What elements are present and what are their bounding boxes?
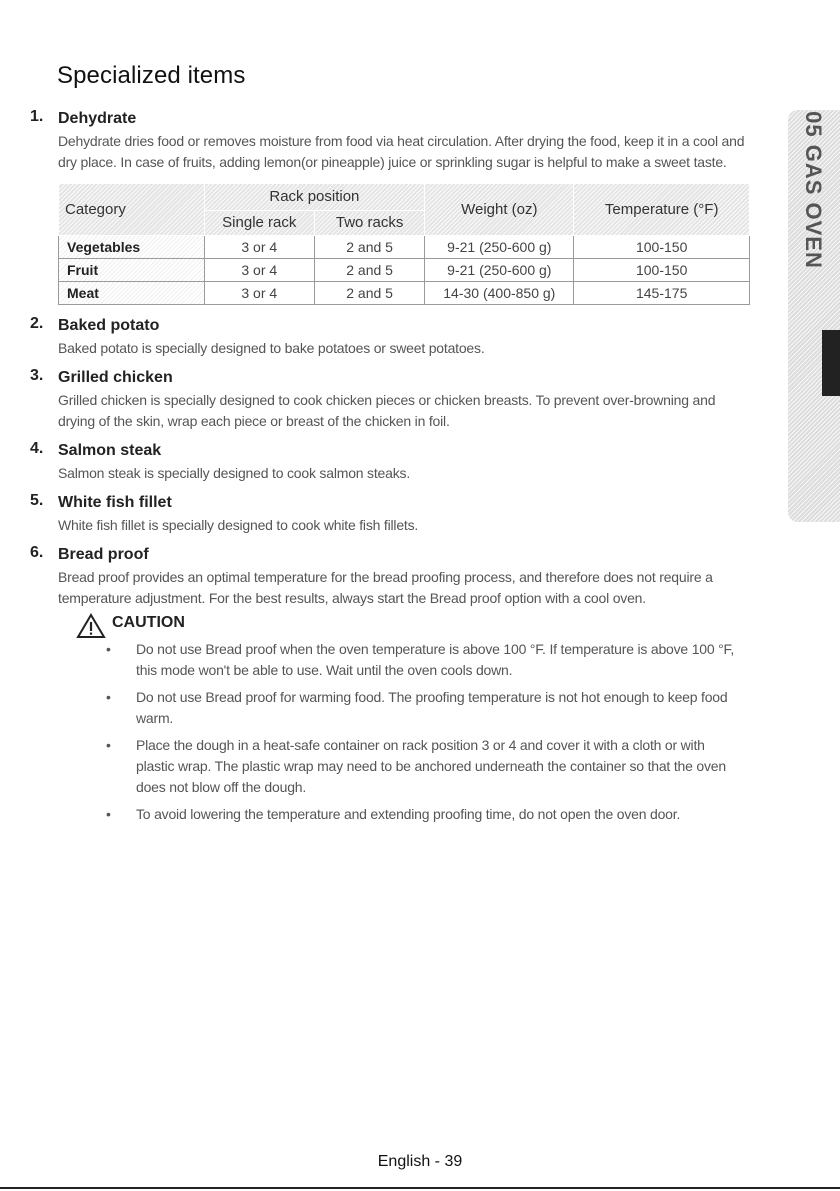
header-weight: Weight (oz) <box>425 184 574 236</box>
cell-single-rack: 3 or 4 <box>204 236 314 259</box>
section-body: Grilled chicken is specially designed to cook chicken pieces or chicken breasts. To prevent over-browning and drying of the skin, wrap each piece or breast of the chicken in foil. <box>58 392 716 429</box>
table-row <box>59 259 750 282</box>
list-item <box>106 735 736 798</box>
bullet-icon: • <box>106 737 111 753</box>
section-grilled-chicken <box>30 367 750 432</box>
header-two-racks: Two racks <box>315 211 425 236</box>
section-salmon-steak <box>30 440 750 484</box>
section-number: 4. <box>30 440 44 457</box>
cell-weight: 9-21 (250-600 g) <box>425 259 574 282</box>
section-heading: Baked potato <box>58 317 160 334</box>
cell-temperature: 145-175 <box>574 282 750 305</box>
sections <box>30 108 750 831</box>
cell-single-rack: 3 or 4 <box>204 259 314 282</box>
section-number: 6. <box>30 544 44 561</box>
caution-text: Place the dough in a heat-safe container on rack position 3 or 4 and cover it with a cloth or with plastic wrap. The plastic wrap may need to be anchored underneath the container so that the oven does not blow off the dough. <box>136 737 726 795</box>
warning-triangle-icon <box>76 613 106 639</box>
header-category: Category <box>59 184 205 236</box>
list-item <box>106 687 736 729</box>
section-white-fish-fillet <box>30 492 750 536</box>
section-heading: White fish fillet <box>58 494 172 511</box>
cell-category: Vegetables <box>59 236 205 259</box>
section-baked-potato <box>30 315 750 359</box>
cell-category: Meat <box>59 282 205 305</box>
bullet-icon: • <box>106 641 111 657</box>
table-row <box>59 236 750 259</box>
section-heading: Dehydrate <box>58 110 137 127</box>
section-number: 5. <box>30 492 44 509</box>
cell-two-racks: 2 and 5 <box>315 282 425 305</box>
cell-weight: 9-21 (250-600 g) <box>425 236 574 259</box>
section-body: Bread proof provides an optimal temperature for the bread proofing process, and therefore does not require a temperature adjustment. For the best results, always start the Bread proof option with a cool oven. <box>58 569 713 606</box>
bullet-icon: • <box>106 806 111 822</box>
section-number: 2. <box>30 315 44 332</box>
caution-box <box>58 613 750 825</box>
cell-two-racks: 2 and 5 <box>315 236 425 259</box>
section-bread-proof <box>30 544 750 825</box>
bottom-rule <box>0 1187 840 1189</box>
caution-text: Do not use Bread proof when the oven temperature is above 100 °F. If temperature is above 100 °F, this mode won't be able to use. Wait until the oven cools down. <box>136 641 735 678</box>
section-body: Salmon steak is specially designed to cook salmon steaks. <box>58 465 411 481</box>
caution-text: Do not use Bread proof for warming food. The proofing temperature is not hot enough to keep food warm. <box>136 689 728 726</box>
section-body: Baked potato is specially designed to bake potatoes or sweet potatoes. <box>58 340 485 356</box>
caution-header <box>76 613 750 639</box>
section-body: White fish fillet is specially designed to cook white fish fillets. <box>58 517 419 533</box>
cell-temperature: 100-150 <box>574 259 750 282</box>
header-temperature: Temperature (°F) <box>574 184 750 236</box>
section-heading: Bread proof <box>58 546 149 563</box>
header-single-rack: Single rack <box>204 211 314 236</box>
section-body: Dehydrate dries food or removes moisture from food via heat circulation. After drying the food, keep it in a cool and dry place. In case of fruits, adding lemon(or pineapple) juice or sprinkling sugar is helpful to make a sweet taste. <box>58 133 745 170</box>
page-footer: English - 39 <box>377 1153 463 1170</box>
dehydrate-table <box>58 183 750 305</box>
cell-weight: 14-30 (400-850 g) <box>425 282 574 305</box>
caution-text: To avoid lowering the temperature and extending proofing time, do not open the oven door. <box>136 806 681 822</box>
chapter-side-tab-label: 05 GAS OVEN <box>801 111 826 269</box>
section-number: 3. <box>30 367 44 384</box>
caution-list <box>106 639 750 825</box>
header-rack-position: Rack position <box>204 184 425 211</box>
chapter-position-marker <box>822 330 840 396</box>
list-item <box>106 804 736 825</box>
caution-label: CAUTION <box>112 614 185 631</box>
cell-category: Fruit <box>59 259 205 282</box>
cell-single-rack: 3 or 4 <box>204 282 314 305</box>
section-heading: Salmon steak <box>58 442 162 459</box>
cell-two-racks: 2 and 5 <box>315 259 425 282</box>
cell-temperature: 100-150 <box>574 236 750 259</box>
section-number: 1. <box>30 108 44 125</box>
section-dehydrate <box>30 108 750 305</box>
page-title: Specialized items <box>57 62 246 89</box>
table-row <box>59 282 750 305</box>
bullet-icon: • <box>106 689 111 705</box>
list-item <box>106 639 736 681</box>
section-heading: Grilled chicken <box>58 369 173 386</box>
